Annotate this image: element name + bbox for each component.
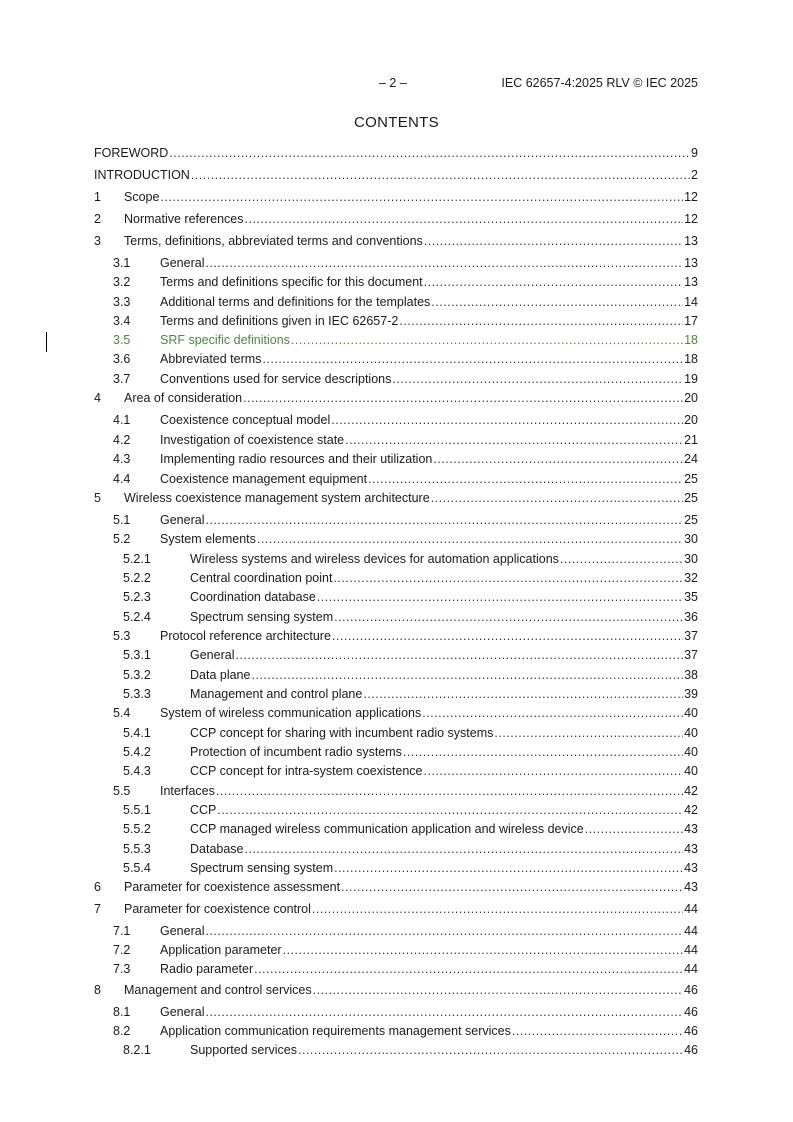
toc-entry[interactable] bbox=[94, 1023, 698, 1039]
toc-entry-number: 5.5.3 bbox=[123, 842, 151, 856]
toc-entry-page: 12 bbox=[684, 190, 698, 204]
toc-entry-title: Conventions used for service descriptions bbox=[160, 372, 392, 386]
toc-entry[interactable] bbox=[94, 531, 698, 547]
toc-entry-page: 42 bbox=[684, 803, 698, 817]
toc-entry-number: 8.1 bbox=[113, 1005, 131, 1019]
toc-entry-page: 46 bbox=[684, 1043, 698, 1057]
toc-entry-number: 5.2.3 bbox=[123, 590, 151, 604]
toc-entry[interactable] bbox=[94, 189, 698, 205]
toc-entry-page: 13 bbox=[684, 256, 698, 270]
toc-entry-number: 5.1 bbox=[113, 513, 131, 527]
toc-entry-title: Data plane bbox=[190, 668, 251, 682]
toc-entry-number: 5.4.3 bbox=[123, 764, 151, 778]
toc-entry-title: Interfaces bbox=[160, 784, 215, 798]
toc-entry-title: FOREWORD bbox=[94, 146, 169, 160]
dot-leader bbox=[235, 647, 683, 663]
dot-leader bbox=[205, 512, 683, 528]
toc-entry-title: SRF specific definitions bbox=[160, 333, 290, 347]
toc-entry-page: 30 bbox=[684, 532, 698, 546]
toc-entry[interactable] bbox=[94, 609, 698, 625]
toc-entry[interactable] bbox=[94, 821, 698, 837]
toc-entry-number: 1 bbox=[94, 190, 101, 204]
dot-leader bbox=[298, 1042, 683, 1058]
dot-leader bbox=[512, 1023, 683, 1039]
toc-entry-page: 46 bbox=[684, 1005, 698, 1019]
toc-entry-number: 5.2.2 bbox=[123, 571, 151, 585]
toc-entry-page: 39 bbox=[684, 687, 698, 701]
toc-entry-number: 5.3.1 bbox=[123, 648, 151, 662]
toc-entry[interactable] bbox=[94, 860, 698, 876]
toc-entry-number: 5.5.2 bbox=[123, 822, 151, 836]
dot-leader bbox=[363, 686, 683, 702]
toc-entry-number: 5.5.4 bbox=[123, 861, 151, 875]
toc-entry-page: 37 bbox=[684, 648, 698, 662]
toc-entry[interactable] bbox=[94, 628, 698, 644]
dot-leader bbox=[494, 725, 683, 741]
toc-entry-title: Coexistence conceptual model bbox=[160, 413, 331, 427]
toc-entry-title: General bbox=[160, 513, 205, 527]
toc-entry-number: 5.3 bbox=[113, 629, 131, 643]
toc-entry[interactable] bbox=[94, 763, 698, 779]
toc-entry[interactable] bbox=[94, 332, 698, 348]
toc-entry[interactable] bbox=[94, 982, 698, 998]
toc-entry-number: 5.2.4 bbox=[123, 610, 151, 624]
toc-entry[interactable] bbox=[94, 686, 698, 702]
dot-leader bbox=[312, 901, 683, 917]
toc-entry-page: 43 bbox=[684, 880, 698, 894]
toc-entry-number: 3.6 bbox=[113, 352, 131, 366]
toc-entry[interactable] bbox=[94, 371, 698, 387]
toc-entry[interactable] bbox=[94, 313, 698, 329]
toc-entry-title: Area of consideration bbox=[124, 391, 243, 405]
toc-entry-title: Investigation of coexistence state bbox=[160, 433, 345, 447]
dot-leader bbox=[191, 167, 690, 183]
toc-entry-title: General bbox=[160, 1005, 205, 1019]
toc-entry[interactable] bbox=[94, 783, 698, 799]
toc-entry[interactable] bbox=[94, 1042, 698, 1058]
toc-entry-page: 25 bbox=[684, 472, 698, 486]
toc-entry-title: Application communication requirements management services bbox=[160, 1024, 511, 1038]
dot-leader bbox=[169, 145, 690, 161]
toc-entry[interactable] bbox=[94, 744, 698, 760]
toc-entry-title: Wireless systems and wireless devices for automation applications bbox=[190, 552, 559, 566]
dot-leader bbox=[283, 942, 683, 958]
toc-entry-number: 7 bbox=[94, 902, 101, 916]
toc-entry-number: 8 bbox=[94, 983, 101, 997]
toc-entry-number: 5.5.1 bbox=[123, 803, 151, 817]
toc-entry-page: 40 bbox=[684, 745, 698, 759]
toc-entry-page: 25 bbox=[684, 491, 698, 505]
dot-leader bbox=[245, 841, 684, 857]
toc-entry-page: 20 bbox=[684, 413, 698, 427]
toc-entry-title: Spectrum sensing system bbox=[190, 610, 334, 624]
toc-entry[interactable] bbox=[94, 589, 698, 605]
toc-entry-title: General bbox=[160, 256, 205, 270]
dot-leader bbox=[585, 821, 683, 837]
toc-entry[interactable] bbox=[94, 351, 698, 367]
change-bar bbox=[46, 332, 47, 352]
toc-entry-page: 46 bbox=[684, 983, 698, 997]
toc-entry[interactable] bbox=[94, 647, 698, 663]
toc-entry-number: 6 bbox=[94, 880, 101, 894]
toc-entry[interactable] bbox=[94, 294, 698, 310]
toc-entry-title: Coordination database bbox=[190, 590, 316, 604]
toc-entry-page: 35 bbox=[684, 590, 698, 604]
dot-leader bbox=[403, 744, 683, 760]
toc-entry-title: Coexistence management equipment bbox=[160, 472, 368, 486]
toc-entry-page: 2 bbox=[691, 168, 698, 182]
toc-entry-page: 14 bbox=[684, 295, 698, 309]
toc-entry-title: Scope bbox=[124, 190, 160, 204]
toc-entry-number: 3.2 bbox=[113, 275, 131, 289]
dot-leader bbox=[422, 705, 683, 721]
standard-reference: IEC 62657-4:2025 RLV © IEC 2025 bbox=[501, 76, 698, 90]
toc-entry-title: Normative references bbox=[124, 212, 244, 226]
dot-leader bbox=[216, 783, 683, 799]
toc-entry-number: 3.3 bbox=[113, 295, 131, 309]
toc-entry-number: 3.7 bbox=[113, 372, 131, 386]
dot-leader bbox=[334, 609, 683, 625]
toc-entry-page: 17 bbox=[684, 314, 698, 328]
toc-entry[interactable] bbox=[94, 923, 698, 939]
toc-entry[interactable] bbox=[94, 901, 698, 917]
toc-entry-title: General bbox=[160, 924, 205, 938]
toc-entry-title: INTRODUCTION bbox=[94, 168, 190, 182]
toc-entry-number: 5.5 bbox=[113, 784, 131, 798]
toc-entry-number: 4 bbox=[94, 391, 101, 405]
toc-entry-title: Radio parameter bbox=[160, 962, 254, 976]
toc-entry[interactable] bbox=[94, 233, 698, 249]
toc-entry-page: 40 bbox=[684, 726, 698, 740]
toc-entry-number: 5.4 bbox=[113, 706, 131, 720]
dot-leader bbox=[317, 589, 683, 605]
page-header bbox=[0, 76, 793, 92]
toc-entry-page: 44 bbox=[684, 924, 698, 938]
dot-leader bbox=[254, 961, 683, 977]
toc-entry-number: 7.2 bbox=[113, 943, 131, 957]
toc-entry-page: 40 bbox=[684, 706, 698, 720]
toc-entry-page: 43 bbox=[684, 861, 698, 875]
toc-entry-page: 44 bbox=[684, 962, 698, 976]
dot-leader bbox=[368, 471, 683, 487]
toc-entry-page: 9 bbox=[691, 146, 698, 160]
toc-entry-title: Parameter for coexistence assessment bbox=[124, 880, 341, 894]
toc-entry-page: 21 bbox=[684, 433, 698, 447]
dot-leader bbox=[205, 255, 683, 271]
dot-leader bbox=[205, 1004, 683, 1020]
toc-entry-title: Application parameter bbox=[160, 943, 282, 957]
toc-entry[interactable] bbox=[94, 432, 698, 448]
toc-entry-number: 4.3 bbox=[113, 452, 131, 466]
toc-entry-title: System elements bbox=[160, 532, 256, 546]
dot-leader bbox=[332, 628, 683, 644]
toc-entry-page: 43 bbox=[684, 842, 698, 856]
toc-entry-page: 20 bbox=[684, 391, 698, 405]
toc-entry-title: CCP concept for sharing with incumbent radio systems bbox=[190, 726, 494, 740]
toc-entry-title: Additional terms and definitions for the templates bbox=[160, 295, 431, 309]
toc-entry-number: 4.1 bbox=[113, 413, 131, 427]
dot-leader bbox=[424, 233, 683, 249]
toc-entry-page: 43 bbox=[684, 822, 698, 836]
toc-entry[interactable] bbox=[94, 211, 698, 227]
toc-entry[interactable] bbox=[94, 879, 698, 895]
toc-entry-number: 8.2 bbox=[113, 1024, 131, 1038]
toc-entry-title: CCP bbox=[190, 803, 217, 817]
toc-entry[interactable] bbox=[94, 802, 698, 818]
toc-entry-number: 4.4 bbox=[113, 472, 131, 486]
dot-leader bbox=[341, 879, 683, 895]
toc-entry-page: 18 bbox=[684, 333, 698, 347]
toc-entry[interactable] bbox=[94, 490, 698, 506]
toc-entry-number: 2 bbox=[94, 212, 101, 226]
dot-leader bbox=[333, 570, 683, 586]
toc-entry[interactable] bbox=[94, 471, 698, 487]
toc-entry-page: 40 bbox=[684, 764, 698, 778]
toc-entry[interactable] bbox=[94, 570, 698, 586]
toc-entry[interactable] bbox=[94, 667, 698, 683]
toc-entry-title: Database bbox=[190, 842, 244, 856]
toc-entry[interactable] bbox=[94, 725, 698, 741]
toc-entry-number: 8.2.1 bbox=[123, 1043, 151, 1057]
toc-entry-page: 13 bbox=[684, 234, 698, 248]
toc-entry[interactable] bbox=[94, 551, 698, 567]
toc-entry-title: Implementing radio resources and their utilization bbox=[160, 452, 433, 466]
toc-entry-title: Supported services bbox=[190, 1043, 298, 1057]
dot-leader bbox=[257, 531, 683, 547]
toc-entry-number: 3 bbox=[94, 234, 101, 248]
toc-entry-page: 25 bbox=[684, 513, 698, 527]
toc-entry[interactable] bbox=[94, 961, 698, 977]
dot-leader bbox=[262, 351, 683, 367]
toc-entry-page: 32 bbox=[684, 571, 698, 585]
toc-entry[interactable] bbox=[94, 451, 698, 467]
dot-leader bbox=[424, 274, 683, 290]
dot-leader bbox=[560, 551, 683, 567]
toc-entry[interactable] bbox=[94, 705, 698, 721]
toc-entry-title: System of wireless communication applications bbox=[160, 706, 422, 720]
toc-entry-number: 5.4.1 bbox=[123, 726, 151, 740]
toc-entry-page: 36 bbox=[684, 610, 698, 624]
toc-entry-number: 3.4 bbox=[113, 314, 131, 328]
toc-entry-page: 30 bbox=[684, 552, 698, 566]
dot-leader bbox=[331, 412, 683, 428]
toc-entry[interactable] bbox=[94, 1004, 698, 1020]
toc-entry-page: 42 bbox=[684, 784, 698, 798]
toc-entry-title: Central coordination point bbox=[190, 571, 333, 585]
toc-entry-title: Parameter for coexistence control bbox=[124, 902, 311, 916]
dot-leader bbox=[313, 982, 683, 998]
toc-entry-page: 44 bbox=[684, 902, 698, 916]
dot-leader bbox=[345, 432, 683, 448]
toc-entry-title: Terms and definitions specific for this document bbox=[160, 275, 423, 289]
dot-leader bbox=[217, 802, 683, 818]
dot-leader bbox=[160, 189, 683, 205]
toc-entry-number: 5.3.3 bbox=[123, 687, 151, 701]
dot-leader bbox=[245, 211, 684, 227]
toc-entry-page: 44 bbox=[684, 943, 698, 957]
dot-leader bbox=[392, 371, 683, 387]
toc-entry-title: Management and control services bbox=[124, 983, 312, 997]
toc-entry-page: 19 bbox=[684, 372, 698, 386]
toc-entry-number: 5.2.1 bbox=[123, 552, 151, 566]
toc-entry-title: Spectrum sensing system bbox=[190, 861, 334, 875]
toc-entry-number: 5.3.2 bbox=[123, 668, 151, 682]
toc-entry-title: General bbox=[190, 648, 235, 662]
dot-leader bbox=[431, 294, 683, 310]
dot-leader bbox=[205, 923, 683, 939]
toc-entry-title: Protocol reference architecture bbox=[160, 629, 331, 643]
toc-entry-page: 13 bbox=[684, 275, 698, 289]
toc-entry-title: CCP managed wireless communication application and wireless device bbox=[190, 822, 584, 836]
contents-title: CONTENTS bbox=[354, 114, 439, 131]
toc-entry-number: 3.1 bbox=[113, 256, 131, 270]
toc-entry[interactable] bbox=[94, 145, 698, 161]
dot-leader bbox=[424, 763, 684, 779]
toc-entry[interactable] bbox=[94, 942, 698, 958]
toc-entry-title: Wireless coexistence management system architecture bbox=[124, 491, 430, 505]
toc-entry-number: 5.2 bbox=[113, 532, 131, 546]
dot-leader bbox=[433, 451, 683, 467]
dot-leader bbox=[243, 390, 683, 406]
toc-entry-number: 7.3 bbox=[113, 962, 131, 976]
toc-entry[interactable] bbox=[94, 255, 698, 271]
toc-entry-page: 12 bbox=[684, 212, 698, 226]
toc-entry-title: CCP concept for intra-system coexistence bbox=[190, 764, 423, 778]
toc-entry-title: Abbreviated terms bbox=[160, 352, 262, 366]
toc-entry[interactable] bbox=[94, 512, 698, 528]
toc-entry-title: Protection of incumbent radio systems bbox=[190, 745, 402, 759]
toc-entry[interactable] bbox=[94, 167, 698, 183]
toc-entry-page: 46 bbox=[684, 1024, 698, 1038]
toc-entry-number: 4.2 bbox=[113, 433, 131, 447]
toc-entry-number: 5.4.2 bbox=[123, 745, 151, 759]
toc-entry-page: 18 bbox=[684, 352, 698, 366]
dot-leader bbox=[291, 332, 683, 348]
dot-leader bbox=[251, 667, 683, 683]
dot-leader bbox=[399, 313, 683, 329]
toc-entry-page: 37 bbox=[684, 629, 698, 643]
toc-entry[interactable] bbox=[94, 390, 698, 406]
toc-entry[interactable] bbox=[94, 412, 698, 428]
dot-leader bbox=[334, 860, 683, 876]
toc-entry-page: 38 bbox=[684, 668, 698, 682]
toc-entry-title: Terms and definitions given in IEC 62657-2 bbox=[160, 314, 399, 328]
toc-entry-number: 7.1 bbox=[113, 924, 131, 938]
toc-entry-number: 3.5 bbox=[113, 333, 131, 347]
dot-leader bbox=[431, 490, 683, 506]
toc-entry-page: 24 bbox=[684, 452, 698, 466]
toc-entry[interactable] bbox=[94, 274, 698, 290]
toc-entry-number: 5 bbox=[94, 491, 101, 505]
toc-entry[interactable] bbox=[94, 841, 698, 857]
toc-entry-title: Management and control plane bbox=[190, 687, 363, 701]
page-number: – 2 – bbox=[379, 76, 407, 90]
toc-entry-title: Terms, definitions, abbreviated terms and conventions bbox=[124, 234, 423, 248]
